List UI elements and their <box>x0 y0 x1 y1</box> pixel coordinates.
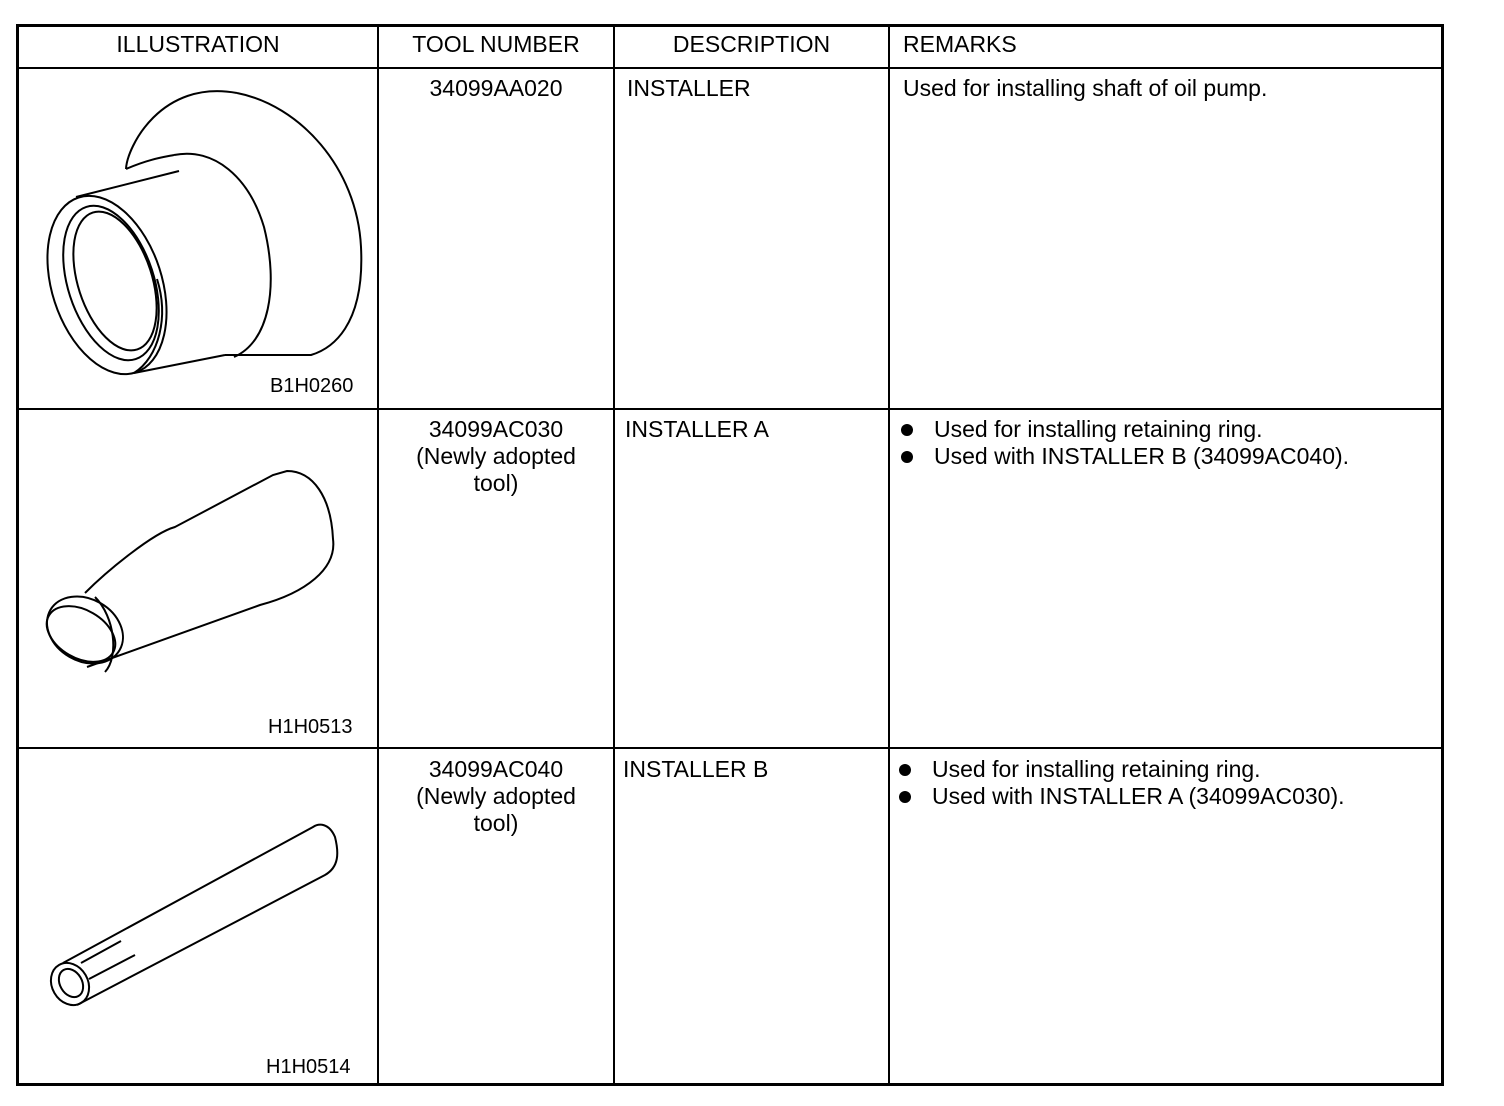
remark-text: Used for installing retaining ring. <box>932 756 1261 782</box>
header-divider <box>19 67 1441 69</box>
tool-number: 34099AC030 <box>428 416 564 442</box>
remarks-list <box>899 756 1345 810</box>
column-divider <box>377 27 379 1083</box>
oil-pump-shaft-installer-icon <box>39 87 349 377</box>
column-header-description: DESCRIPTION <box>672 31 831 57</box>
tool-description: INSTALLER A <box>625 416 770 442</box>
column-header-illustration: ILLUSTRATION <box>116 31 280 57</box>
column-header-remarks: REMARKS <box>903 31 1017 57</box>
bullet-icon <box>901 424 913 436</box>
list-item <box>901 443 1349 470</box>
list-item <box>899 756 1345 783</box>
tool-number: 34099AA020 <box>429 75 563 101</box>
bullet-icon <box>899 764 911 776</box>
remark-text: Used with INSTALLER B (34099AC040). <box>934 443 1350 469</box>
tool-note-line: (Newly adopted <box>416 443 576 469</box>
column-header-tool-number: TOOL NUMBER <box>412 31 580 57</box>
bullet-icon <box>899 791 911 803</box>
list-item <box>901 416 1349 443</box>
tool-note-line: (Newly adopted <box>416 783 576 809</box>
tool-description: INSTALLER B <box>623 756 769 782</box>
illustration-code: H1H0514 <box>266 1056 351 1078</box>
tool-note-line: tool) <box>473 470 519 496</box>
remark-text: Used with INSTALLER A (34099AC030). <box>932 783 1345 809</box>
row-divider <box>19 747 1441 749</box>
illustration-code: B1H0260 <box>270 375 354 397</box>
remark-text: Used for installing retaining ring. <box>934 416 1263 442</box>
tool-number: 34099AC040 <box>428 756 564 782</box>
row-divider <box>19 408 1441 410</box>
list-item <box>899 783 1345 810</box>
special-tools-table <box>16 24 1444 1086</box>
installer-b-icon <box>53 821 353 1011</box>
tool-description: INSTALLER <box>627 75 751 101</box>
installer-a-icon <box>55 467 355 682</box>
illustration-code: H1H0513 <box>268 716 353 738</box>
remark-text: Used for installing shaft of oil pump. <box>903 75 1268 101</box>
column-divider <box>888 27 890 1083</box>
column-divider <box>613 27 615 1083</box>
tool-note-line: tool) <box>473 810 519 836</box>
remarks-list <box>901 416 1349 470</box>
bullet-icon <box>901 451 913 463</box>
